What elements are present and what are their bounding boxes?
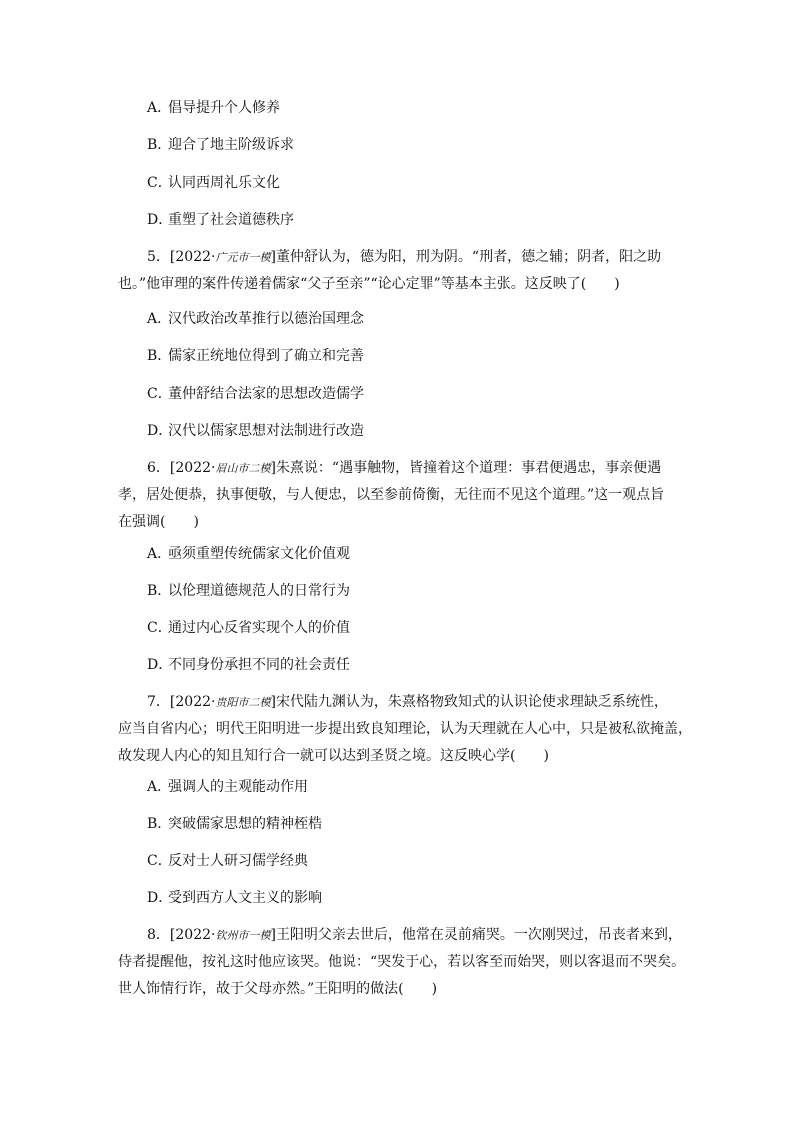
option-text: 突破儒家思想的精神桎梏 bbox=[168, 816, 322, 832]
question-stem-line: 世人饰情行诈，故于父母亦然。”王阳明的做法( ) bbox=[118, 981, 438, 997]
question-stem-line: 孝，居处便恭，执事便敬，与人便忠，以至参前倚衡，无往而不见这个道理。”这一观点旨 bbox=[118, 487, 665, 503]
option-letter: D． bbox=[147, 212, 173, 228]
source-close: ] bbox=[270, 694, 276, 710]
option-text: 汉代政治改革推行以德治国理念 bbox=[168, 311, 364, 327]
option-text: 迎合了地主阶级诉求 bbox=[168, 137, 294, 153]
question-stem-line bbox=[118, 689, 692, 716]
question-stem-line bbox=[118, 244, 692, 271]
option-text: 认同西周礼乐文化 bbox=[168, 175, 280, 191]
question-number: 6． bbox=[147, 460, 170, 476]
option-text: 儒家正统地位得到了确立和完善 bbox=[168, 348, 364, 364]
question-7 bbox=[118, 689, 692, 770]
option-text: 受到西方人文主义的影响 bbox=[168, 890, 322, 906]
source-open: [2022· bbox=[169, 927, 216, 943]
question-stem-line: 应当自省内心；明代王阳明进一步提出致良知理论，认为天理就在人心中，只是被私欲掩盖， bbox=[118, 721, 692, 737]
question-source: 钦州市一模 bbox=[215, 929, 271, 942]
source-close: ] bbox=[270, 460, 276, 476]
question-stem-line: 故发现人内心的知且知行合一就可以达到圣贤之境。这反映心学( ) bbox=[118, 748, 549, 764]
q5-option-a[interactable] bbox=[147, 309, 364, 329]
source-close: ] bbox=[270, 249, 276, 265]
source-close: ] bbox=[270, 927, 276, 943]
question-number: 8． bbox=[147, 927, 170, 943]
question-stem-line: 侍者提醒他，按礼这时他应该哭。他说：“哭发于心，若以客至而始哭，则以客退而不哭矣。 bbox=[118, 954, 686, 970]
source-open: [2022· bbox=[169, 249, 216, 265]
q6-option-b[interactable] bbox=[147, 581, 350, 601]
option-letter: D． bbox=[147, 423, 173, 439]
option-text: 重塑了社会道德秩序 bbox=[168, 212, 294, 228]
option-letter: A． bbox=[147, 311, 172, 327]
question-stem-line bbox=[118, 455, 692, 482]
option-letter: A． bbox=[147, 100, 172, 116]
option-letter: C． bbox=[147, 853, 172, 869]
q6-option-d[interactable] bbox=[147, 655, 350, 675]
option-text: 董仲舒结合法家的思想改造儒学 bbox=[168, 386, 364, 402]
option-letter: C． bbox=[147, 386, 172, 402]
option-text: 倡导提升个人修养 bbox=[168, 100, 280, 116]
option-text: 亟须重塑传统儒家文化价值观 bbox=[168, 546, 350, 562]
q5-option-c[interactable] bbox=[147, 384, 364, 404]
option-letter: C． bbox=[147, 620, 172, 636]
option-text: 汉代以儒家思想对法制进行改造 bbox=[168, 423, 364, 439]
option-letter: B． bbox=[147, 348, 172, 364]
stem-text: 王阳明父亲去世后，他常在灵前痛哭。一次刚哭过，吊丧者来到， bbox=[275, 927, 682, 943]
question-stem-line: 在强调( ) bbox=[118, 514, 199, 530]
source-open: [2022· bbox=[169, 694, 216, 710]
prev-option-c[interactable] bbox=[147, 173, 280, 193]
prev-option-d[interactable] bbox=[147, 210, 294, 230]
question-source: 贵阳市二模 bbox=[215, 696, 271, 709]
option-text: 强调人的主观能动作用 bbox=[168, 779, 308, 795]
option-text: 反对士人研习儒学经典 bbox=[168, 853, 308, 869]
option-letter: A． bbox=[147, 546, 172, 562]
question-source: 眉山市二模 bbox=[215, 462, 271, 475]
q6-option-c[interactable] bbox=[147, 618, 350, 638]
question-source: 广元市一模 bbox=[215, 251, 271, 264]
question-stem-line: 也。”他审理的案件传递着儒家“父子至亲”“论心定罪”等基本主张。这反映了( ) bbox=[118, 276, 620, 292]
source-open: [2022· bbox=[169, 460, 216, 476]
stem-text: 宋代陆九渊认为，朱熹格物致知式的认识论使求理缺乏系统性， bbox=[275, 694, 668, 710]
q7-option-c[interactable] bbox=[147, 851, 308, 871]
question-5 bbox=[118, 244, 692, 298]
option-letter: B． bbox=[147, 816, 172, 832]
question-number: 5． bbox=[147, 249, 170, 265]
q7-option-d[interactable] bbox=[147, 888, 322, 908]
prev-option-b[interactable] bbox=[147, 135, 294, 155]
question-stem-line bbox=[118, 922, 692, 949]
option-letter: B． bbox=[147, 137, 172, 153]
stem-text: 朱熹说：“遇事触物，皆撞着这个道理：事君便遇忠，事亲便遇 bbox=[275, 460, 662, 476]
q5-option-b[interactable] bbox=[147, 346, 364, 366]
option-letter: D． bbox=[147, 657, 173, 673]
stem-text: 董仲舒认为，德为阳，刑为阴。“刑者，德之辅；阴者，阳之助 bbox=[275, 249, 662, 265]
q5-option-d[interactable] bbox=[147, 421, 364, 441]
option-text: 不同身份承担不同的社会责任 bbox=[168, 657, 350, 673]
question-number: 7． bbox=[147, 694, 170, 710]
q7-option-a[interactable] bbox=[147, 777, 308, 797]
option-text: 通过内心反省实现个人的价值 bbox=[168, 620, 350, 636]
option-letter: A． bbox=[147, 779, 172, 795]
question-8 bbox=[118, 922, 692, 1003]
question-6 bbox=[118, 455, 692, 536]
option-letter: B． bbox=[147, 583, 172, 599]
option-text: 以伦理道德规范人的日常行为 bbox=[168, 583, 350, 599]
option-letter: D． bbox=[147, 890, 173, 906]
prev-option-a[interactable] bbox=[147, 98, 280, 118]
q6-option-a[interactable] bbox=[147, 544, 350, 564]
q7-option-b[interactable] bbox=[147, 814, 322, 834]
option-letter: C． bbox=[147, 175, 172, 191]
